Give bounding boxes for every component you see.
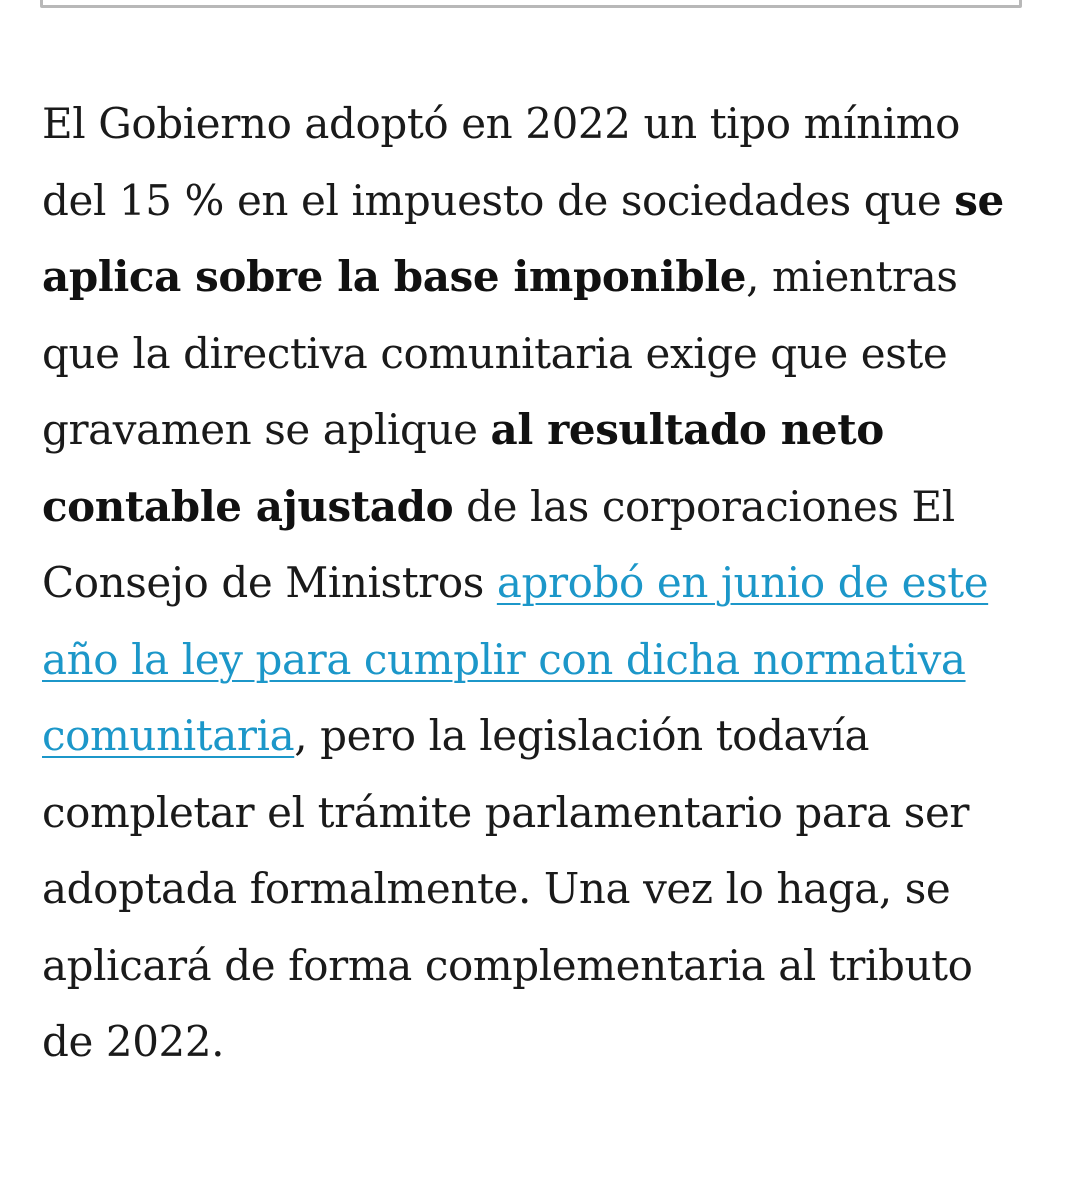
paragraph-text-2: , mientras que la directiva comunitaria exige que este gravamen se aplique: [42, 252, 958, 454]
paragraph-text-1: El Gobierno adoptó en 2022 un tipo mínimo del 15 % en el impuesto de sociedades que: [42, 99, 961, 225]
embedded-content-box: [40, 0, 1022, 8]
paragraph-text-4: , pero la legislación todavía completar el trámite parlamentario para ser adoptada formalmente. Una vez lo haga, se aplicará de forma complementaria al tributo de 2022.: [42, 711, 973, 1066]
related-article-link[interactable]: aprobó en junio de este año la ley para cumplir con dicha normativa comunitaria: [42, 558, 989, 760]
paragraph-text-3: de las corporaciones El Consejo de Ministros: [42, 481, 955, 607]
bold-phrase-base-imponible: se aplica sobre la base imponible: [42, 175, 1004, 301]
article-paragraph: [42, 86, 1032, 1081]
bold-phrase-resultado-neto: al resultado neto contable ajustado: [42, 405, 884, 531]
